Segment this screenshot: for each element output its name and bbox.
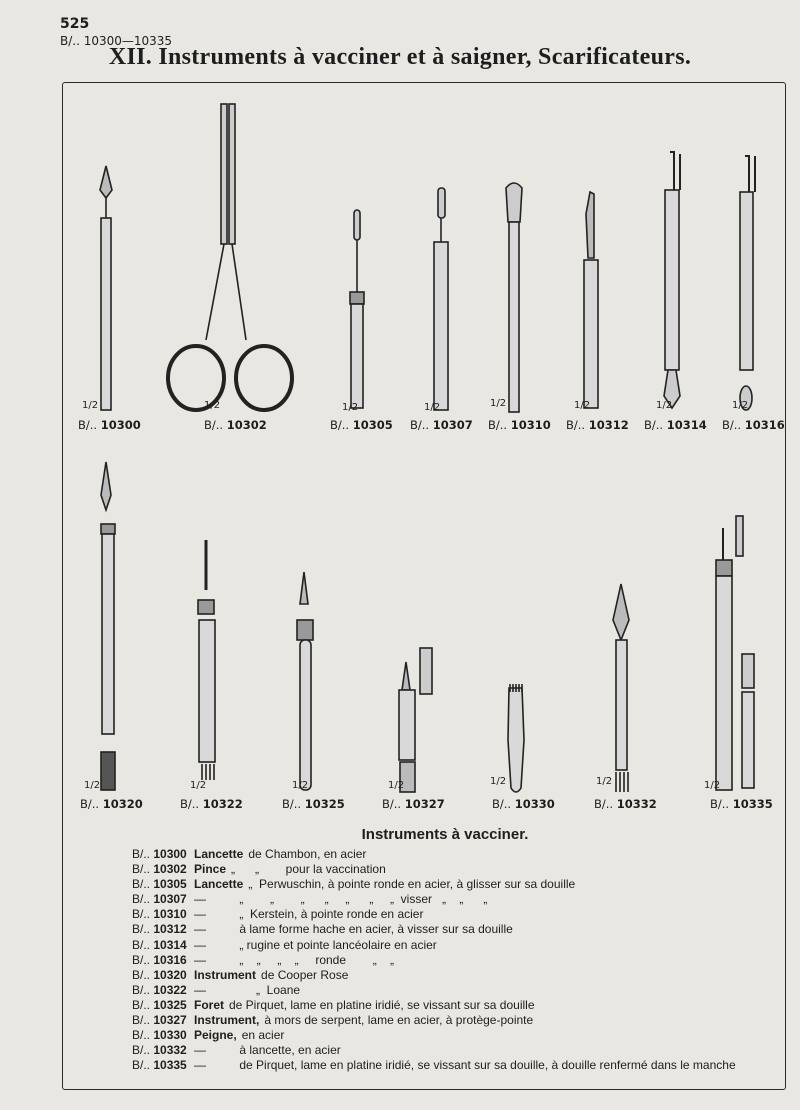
label-number: 10312 xyxy=(588,418,629,432)
label-number: 10302 xyxy=(226,418,267,432)
legend-ref xyxy=(132,998,194,1013)
label-number: 10314 xyxy=(666,418,707,432)
legend-item-description: — à lame forme hache en acier, à visser sur sa douille xyxy=(194,922,513,937)
legend-item-description: — à lancette, en acier xyxy=(194,1043,341,1058)
label-number: 10332 xyxy=(616,797,657,811)
legend-row xyxy=(132,998,772,1013)
legend-ref xyxy=(132,907,194,922)
figure-label xyxy=(722,418,785,432)
legend-ref-prefix: B/.. xyxy=(132,997,151,1012)
legend-ref-number: 10327 xyxy=(153,1013,187,1028)
label-number: 10325 xyxy=(304,797,345,811)
legend-item-name: Lancette xyxy=(194,877,244,892)
legend-ref-number: 10322 xyxy=(153,982,187,997)
legend-ref-prefix: B/.. xyxy=(132,937,151,952)
figure-label xyxy=(710,797,773,811)
legend-ref-number: 10314 xyxy=(153,937,187,952)
scale-mark: 1/2 xyxy=(490,398,507,409)
legend-ref-prefix: B/.. xyxy=(132,952,151,967)
figure-label xyxy=(204,418,267,432)
scale-mark: 1/2 xyxy=(292,780,309,791)
legend-item-description: en acier xyxy=(241,1028,285,1043)
legend-ref-prefix: B/.. xyxy=(132,1028,151,1043)
figure-label xyxy=(78,418,141,432)
legend-ref-prefix: B/.. xyxy=(132,1043,151,1058)
scale-mark: 1/2 xyxy=(84,780,101,791)
legend-row xyxy=(132,1058,772,1073)
label-number: 10330 xyxy=(514,797,555,811)
label-prefix: B/.. xyxy=(80,797,100,811)
scale-mark: 1/2 xyxy=(490,776,507,787)
legend-item-name: Instrument, xyxy=(194,1013,260,1028)
legend-item-description: — „ „ „ „ „ „ „ visser „ „ „ xyxy=(194,892,488,907)
legend-item-description: — „ rugine et pointe lancéolaire en acier xyxy=(194,937,437,952)
legend-ref-prefix: B/.. xyxy=(132,847,151,861)
legend-item-description: — „ „ „ „ ronde „ „ xyxy=(194,952,395,967)
legend-ref xyxy=(132,968,194,983)
legend-row xyxy=(132,983,772,998)
scale-mark: 1/2 xyxy=(424,402,441,413)
legend-item-name: Pince xyxy=(194,862,227,877)
legend-ref-prefix: B/.. xyxy=(132,1058,151,1073)
legend-ref xyxy=(132,953,194,968)
label-prefix: B/.. xyxy=(410,418,430,432)
legend-item-description: à mors de serpent, lame en acier, à protège-pointe xyxy=(264,1013,534,1028)
label-number: 10322 xyxy=(202,797,243,811)
legend-title: Instruments à vacciner. xyxy=(361,826,529,843)
legend-row xyxy=(132,1043,772,1058)
scale-mark: 1/2 xyxy=(190,780,207,791)
figure-label xyxy=(410,418,473,432)
legend-ref-prefix: B/.. xyxy=(132,1013,151,1028)
legend-row xyxy=(132,968,772,983)
legend-ref xyxy=(132,1058,194,1073)
figure-label xyxy=(382,797,445,811)
legend-ref xyxy=(132,922,194,937)
legend-ref xyxy=(132,862,194,877)
legend-row xyxy=(132,877,772,892)
label-number: 10316 xyxy=(744,418,785,432)
page-title: XII. Instruments à vacciner et à saigner, Scarificateurs. xyxy=(108,44,692,70)
legend-ref xyxy=(132,983,194,998)
label-prefix: B/.. xyxy=(644,418,664,432)
legend-ref xyxy=(132,938,194,953)
legend-ref-number: 10325 xyxy=(153,997,187,1012)
legend-item-description: — „ Loane xyxy=(194,982,301,997)
legend-row xyxy=(132,892,772,907)
legend-ref-number: 10332 xyxy=(153,1043,187,1058)
legend-ref-number: 10310 xyxy=(153,907,187,922)
legend-ref-number: 10320 xyxy=(153,967,187,982)
legend-row xyxy=(132,1013,772,1028)
label-prefix: B/.. xyxy=(710,797,730,811)
lancet-10312-drawing xyxy=(584,192,598,408)
page-number: 525 xyxy=(60,16,90,32)
label-prefix: B/.. xyxy=(492,797,512,811)
legend-ref-prefix: B/.. xyxy=(132,862,151,877)
figure-label xyxy=(180,797,243,811)
lancet-10310-drawing xyxy=(506,183,522,412)
instrument-10327-drawing xyxy=(399,648,432,792)
legend-ref-prefix: B/.. xyxy=(132,922,151,937)
scale-mark: 1/2 xyxy=(704,780,721,791)
label-number: 10335 xyxy=(732,797,773,811)
lancet-10316-drawing xyxy=(740,156,755,410)
scale-mark: 1/2 xyxy=(204,400,221,411)
figure-label xyxy=(492,797,555,811)
legend-item-description: de Cooper Rose xyxy=(261,967,349,982)
scale-mark: 1/2 xyxy=(574,400,591,411)
legend-ref-number: 10305 xyxy=(153,877,187,892)
label-prefix: B/.. xyxy=(78,418,98,432)
legend-ref xyxy=(132,1013,194,1028)
scale-mark: 1/2 xyxy=(732,400,749,411)
legend-item-name: Peigne, xyxy=(194,1028,237,1043)
scale-mark: 1/2 xyxy=(596,776,613,787)
lancet-10314-drawing xyxy=(664,152,680,408)
lancet-10300-drawing xyxy=(100,166,112,410)
legend-item-description: „ Perwuschin, à pointe ronde en acier, à glisser sur sa douille xyxy=(248,877,576,892)
scale-mark: 1/2 xyxy=(82,400,99,411)
legend-item-description: — de Pirquet, lame en platine iridié, se vissant sur sa douille, à douille renfermé dans le manche xyxy=(194,1058,736,1073)
legend-row xyxy=(132,1028,772,1043)
instrument-10335-drawing xyxy=(716,516,754,790)
figure-label xyxy=(644,418,707,432)
legend-ref-number: 10316 xyxy=(153,952,187,967)
label-number: 10310 xyxy=(510,418,551,432)
label-prefix: B/.. xyxy=(566,418,586,432)
label-prefix: B/.. xyxy=(330,418,350,432)
figure-label xyxy=(330,418,393,432)
instrument-10320-drawing xyxy=(101,462,115,790)
legend-ref-prefix: B/.. xyxy=(132,907,151,922)
legend-ref xyxy=(132,877,194,892)
legend-ref-number: 10307 xyxy=(153,892,187,907)
scale-mark: 1/2 xyxy=(656,400,673,411)
label-number: 10300 xyxy=(100,418,141,432)
legend-item-description: — „ Kerstein, à pointe ronde en acier xyxy=(194,907,424,922)
legend-ref xyxy=(132,892,194,907)
legend-row xyxy=(132,862,772,877)
label-prefix: B/.. xyxy=(594,797,614,811)
legend-ref-prefix: B/.. xyxy=(132,982,151,997)
label-number: 10320 xyxy=(102,797,143,811)
legend-item-description: „ „ pour la vaccination xyxy=(231,862,386,877)
figure-label xyxy=(594,797,657,811)
label-number: 10327 xyxy=(404,797,445,811)
figure-label xyxy=(80,797,143,811)
label-prefix: B/.. xyxy=(722,418,742,432)
legend-item-description: de Pirquet, lame en platine iridié, se vissant sur sa douille xyxy=(229,997,535,1012)
legend-row xyxy=(132,907,772,922)
legend-row xyxy=(132,938,772,953)
scale-mark: 1/2 xyxy=(342,402,359,413)
lancet-10307-drawing xyxy=(434,188,448,410)
legend-item-name: Instrument xyxy=(194,967,257,982)
lancet-comb-10332-drawing xyxy=(613,584,629,792)
label-prefix: B/.. xyxy=(382,797,402,811)
legend-ref xyxy=(132,847,194,862)
label-number: 10305 xyxy=(352,418,393,432)
legend-item-name: Lancette xyxy=(194,847,244,861)
legend-ref-number: 10312 xyxy=(153,922,187,937)
instrument-10322-drawing xyxy=(198,540,215,780)
legend-item-name: Foret xyxy=(194,997,224,1012)
legend-ref-number: 10300 xyxy=(153,847,187,861)
legend-ref-number: 10335 xyxy=(153,1058,187,1073)
instrument-10325-drawing xyxy=(297,572,313,790)
legend-row xyxy=(132,922,772,937)
label-prefix: B/.. xyxy=(488,418,508,432)
scale-mark: 1/2 xyxy=(388,780,405,791)
legend-ref xyxy=(132,1028,194,1043)
label-prefix: B/.. xyxy=(180,797,200,811)
legend-ref-number: 10330 xyxy=(153,1028,187,1043)
figure-label xyxy=(566,418,629,432)
lancet-10305-drawing xyxy=(350,210,364,408)
reference-range: B/.. 10300—10335 xyxy=(60,34,173,48)
figure-label xyxy=(488,418,551,432)
legend-row xyxy=(132,953,772,968)
legend-ref-number: 10302 xyxy=(153,862,187,877)
forceps-10302-drawing xyxy=(168,104,292,410)
legend-ref-prefix: B/.. xyxy=(132,892,151,907)
label-prefix: B/.. xyxy=(204,418,224,432)
label-prefix: B/.. xyxy=(282,797,302,811)
legend-item-description: de Chambon, en acier xyxy=(248,847,367,861)
legend-ref-prefix: B/.. xyxy=(132,967,151,982)
legend-row xyxy=(132,847,772,862)
figure-label xyxy=(282,797,345,811)
legend-list xyxy=(132,847,772,1073)
label-number: 10307 xyxy=(432,418,473,432)
legend-ref-prefix: B/.. xyxy=(132,877,151,892)
legend-ref xyxy=(132,1043,194,1058)
comb-10330-drawing xyxy=(508,684,524,792)
